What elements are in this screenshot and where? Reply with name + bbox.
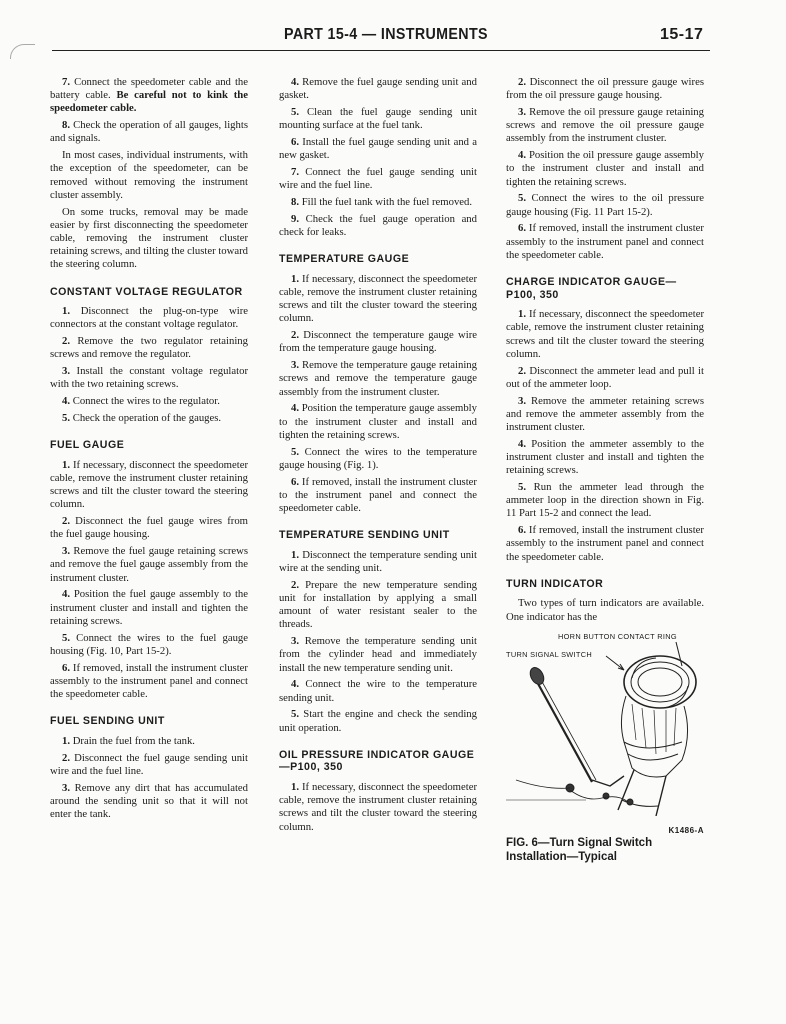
step: 3. Install the constant voltage regulator with the two retaining screws.	[50, 365, 249, 391]
step: 6. Install the fuel gauge sending unit and a new gasket.	[279, 136, 478, 162]
section-heading: OIL PRESSURE INDICATOR GAUGE—P100, 350	[279, 748, 475, 774]
step: 5. Connect the wires to the fuel gauge housing (Fig. 10, Part 15-2).	[50, 631, 248, 657]
step: 2. Disconnect the fuel gauge wires from the fuel gauge housing.	[50, 515, 249, 541]
step: 4. Connect the wire to the temperature sending unit.	[279, 678, 477, 704]
step: 4. Position the oil pressure gauge assembly to the instrument cluster and install and tighten the retaining screws.	[506, 149, 704, 188]
step: 5. Run the ammeter lead through the ammeter loop in the direction shown in Fig. 11 Part 15-2 and connect the lead.	[506, 481, 704, 520]
step: 1. Disconnect the temperature sending unit wire at the sending unit.	[279, 548, 477, 575]
turn-signal-figure	[506, 630, 704, 835]
paragraph: Two types of turn indicators are available. One indicator has the	[506, 597, 704, 623]
step: 3. Remove the temperature sending unit from the cylinder head and immediately install the new temperature sending unit.	[279, 635, 478, 674]
step: 3. Remove the fuel gauge retaining screws and remove the fuel gauge assembly from the instrument cluster.	[50, 545, 248, 584]
paragraph: 7. Connect the speedometer cable and the battery cable. Be careful not to kink the speedometer cable.	[50, 76, 248, 115]
step: 4. Connect the wires to the regulator.	[62, 395, 220, 408]
section-heading: CONSTANT VOLTAGE REGULATOR	[50, 285, 243, 298]
paragraph: 8. Check the operation of all gauges, lights and signals.	[50, 119, 249, 145]
step: 3. Remove any dirt that has accumulated around the sending unit so that it will not enter the tank.	[50, 781, 248, 821]
column-2	[279, 76, 477, 837]
figure-caption: FIG. 6—Turn Signal Switch Installation—Typical	[506, 836, 653, 864]
figure-code: K1486-A	[668, 825, 704, 835]
step: 2. Remove the two regulator retaining screws and remove the regulator.	[50, 335, 248, 361]
warning-text: Be careful not to kink the speedometer cable.	[50, 89, 248, 115]
section-heading: TURN INDICATOR	[506, 577, 604, 590]
step: 1. If necessary, disconnect the speedometer cable, remove the instrument cluster retaining screws and tilt the cluster toward the steering column.	[506, 308, 705, 360]
step: 2. Disconnect the ammeter lead and pull it out of the ammeter loop.	[506, 364, 704, 390]
step: 5. Check the operation of the gauges.	[62, 412, 222, 425]
column-1	[50, 76, 248, 825]
step: 4. Position the ammeter assembly to the instrument cluster and install and tighten the retaining screws.	[506, 437, 704, 477]
page-header	[0, 0, 786, 56]
step: 2. Prepare the new temperature sending unit for installation by applying a small amount of water resistant sealer to the threads.	[279, 578, 478, 631]
step: 4. Remove the fuel gauge sending unit and gasket.	[279, 76, 477, 102]
section-heading: TEMPERATURE GAUGE	[279, 253, 410, 266]
step: 6. If removed, install the instrument cluster assembly to the instrument panel and connect the speedometer cable.	[506, 222, 704, 261]
step: 3. Remove the temperature gauge retaining screws and remove the temperature gauge assembly from the instrument cluster.	[279, 359, 477, 398]
step: 8. Fill the fuel tank with the fuel removed.	[291, 196, 473, 208]
section-heading: FUEL GAUGE	[50, 439, 125, 452]
step: 5. Start the engine and check the sending unit operation.	[279, 708, 477, 734]
step: 3. Remove the ammeter retaining screws and remove the ammeter assembly from the instrument cluster.	[506, 394, 704, 434]
page-title: PART 15-4 — INSTRUMENTS	[284, 26, 488, 43]
section-heading: TEMPERATURE SENDING UNIT	[279, 529, 450, 542]
step: 1. If necessary, disconnect the speedometer cable, remove the instrument cluster retaining screws and tilt the cluster toward the steering column.	[50, 458, 249, 511]
paragraph: On some trucks, removal may be made easier by first disconnecting the speedometer cable, removing the instrument cluster retaining screws, and tilting the cluster toward the steering column.	[50, 205, 248, 271]
page-number: 15-17	[660, 26, 704, 43]
header-rule	[52, 50, 710, 51]
step: 6. If removed, install the instrument cluster to the instrument panel and connect the speedometer cable.	[279, 475, 477, 515]
step: 1. If necessary, disconnect the speedometer cable, remove the instrument cluster retaining screws and tilt the cluster toward the steering column.	[279, 272, 478, 325]
step: 1. Drain the fuel from the tank.	[62, 734, 195, 747]
step: 6. If removed, install the instrument cluster assembly to the instrument panel and connect the speedometer cable.	[506, 524, 704, 563]
column-3	[506, 76, 704, 865]
section-heading: FUEL SENDING UNIT	[50, 715, 165, 728]
step: 6. If removed, install the instrument cluster assembly to the instrument panel and connect the speedometer cable.	[50, 661, 248, 701]
step: 2. Disconnect the oil pressure gauge wires from the oil pressure gauge housing.	[506, 76, 704, 102]
step: 9. Check the fuel gauge operation and check for leaks.	[279, 212, 477, 238]
step: 4. Position the fuel gauge assembly to the instrument cluster and install and tighten the retaining screws.	[50, 588, 249, 627]
turn-signal-switch-label: TURN SIGNAL SWITCH	[506, 649, 593, 659]
step: 2. Disconnect the temperature gauge wire from the temperature gauge housing.	[279, 329, 477, 355]
step: 4. Position the temperature gauge assembly to the instrument cluster and install and tighten the retaining screws.	[279, 402, 477, 441]
step: 5. Connect the wires to the oil pressure gauge housing (Fig. 11 Part 15-2).	[506, 192, 705, 218]
step: 2. Disconnect the fuel gauge sending unit wire and the fuel line.	[50, 751, 248, 777]
step: 5. Clean the fuel gauge sending unit mounting surface at the fuel tank.	[279, 106, 477, 132]
step: 1. Disconnect the plug-on-type wire connectors at the constant voltage regulator.	[50, 305, 248, 331]
corner-mark	[10, 44, 35, 59]
horn-button-contact-ring-label: HORN BUTTON CONTACT RING	[558, 631, 677, 641]
step: 3. Remove the oil pressure gauge retaining screws and remove the oil pressure gauge assembly from the instrument cluster.	[506, 106, 704, 145]
step: 7. Connect the fuel gauge sending unit wire and the fuel line.	[279, 166, 477, 192]
section-heading: CHARGE INDICATOR GAUGE—P100, 350	[506, 276, 677, 301]
step: 1. If necessary, disconnect the speedometer cable, remove the instrument cluster retaining screws and tilt the cluster toward the steering column.	[279, 781, 478, 833]
paragraph: In most cases, individual instruments, with the exception of the speedometer, can be removed without removing the instrument cluster assembly.	[50, 149, 248, 201]
step: 5. Connect the wires to the temperature gauge housing (Fig. 1).	[279, 445, 477, 471]
